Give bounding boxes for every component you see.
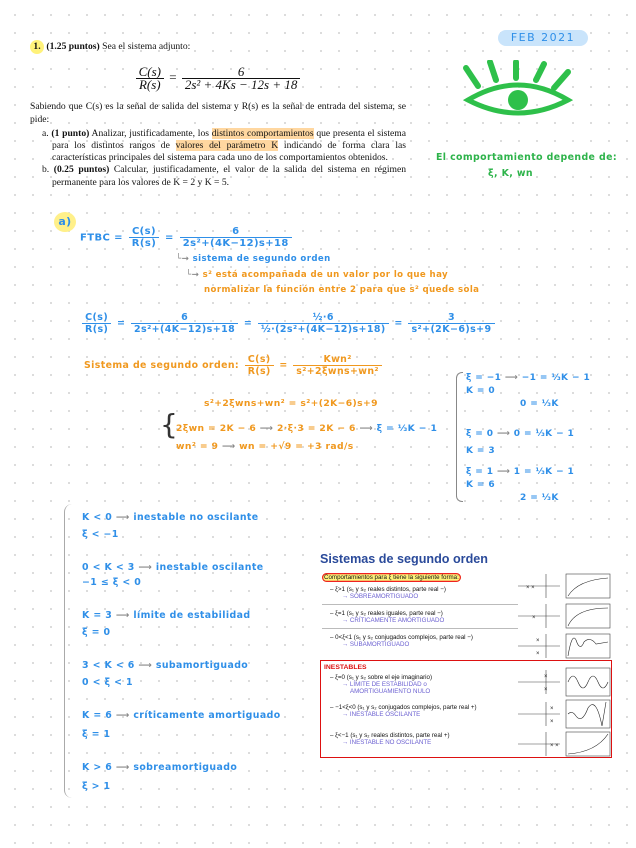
range-item: K = 3 ⟶ límite de estabilidad ξ = 0 — [82, 610, 251, 638]
tf-lhs-den: R(s) — [136, 78, 164, 91]
range-xi: ξ < −1 — [82, 529, 119, 540]
case1-eq2: 0 = ⅓K — [520, 399, 559, 409]
svg-text:×: × — [550, 706, 554, 712]
range-xi: ξ = 1 — [82, 729, 111, 740]
eq2b: wn = +√9 = +3 rad/s — [239, 441, 354, 452]
date-badge: FEB 2021 — [498, 30, 588, 46]
range-label: sobreamortiguado — [133, 762, 238, 773]
range-condition: K = 3 — [82, 610, 113, 621]
slide-row3-text: – 0<ξ<1 (s₁ y s₂ conjugados complejos, parte real −) — [330, 634, 473, 641]
slide-row4-sub2: AMORTIGUAMIENTO NULO — [350, 688, 431, 695]
ftbc-label: FTBC = — [80, 232, 123, 244]
sso-label: Sistema de segundo orden: — [84, 360, 240, 371]
question-number: 1. — [30, 40, 44, 54]
slide-row5-text: – −1<ξ<0 (s₁ y s₂ conjugados complejos, parte real +) — [330, 704, 477, 711]
eq1: 2ξwn = 2K − 6 — [176, 423, 257, 434]
norm-six: 6 — [181, 312, 189, 323]
svg-text:×: × — [536, 638, 540, 644]
normalization-line: $\frac{C(s)}{R(s)}$ = $\frac{6}{\text{2s²+(4K−12)s+18}}$ = $\frac{\text{½·6}}{\text{½·(2s²+(4K−12)s+18)}}$ = $\frac{3}{\text{s²+(2K−6)s+9}}$ — [80, 312, 497, 335]
tf-rhs-num: 6 — [237, 64, 245, 79]
sso-rs: R(s) — [245, 365, 274, 377]
note-second-order: └→ sistema de segundo orden — [176, 254, 331, 264]
range-label: subamortiguado — [155, 660, 249, 671]
equation-system: { 2ξwn = 2K − 6 ⟶ 2·ξ·3 = 2K − 6 ⟶ ξ = ⅓K − 1 wn² = 9 ⟶ wn = +√9 = +3 rad/s — [160, 408, 438, 452]
slide-title: Sistemas de segundo orden — [320, 552, 488, 566]
sso-num: Kwn² — [323, 354, 352, 365]
item-a-text1: Analizar, justificadamente, los — [91, 127, 209, 139]
note-normalize: └→ s² está acompañada de un valor por lo que hay normalizar la función entre 2 para que s² quede sola — [186, 268, 479, 298]
note-second-order-text: sistema de segundo orden — [192, 254, 331, 264]
lecture-slide — [316, 548, 616, 760]
slide-intro — [322, 574, 461, 581]
ftbc-den: 2s²+(4K−12)s+18 — [180, 237, 292, 249]
ftbc-rs: R(s) — [129, 237, 159, 249]
case2-k: K = 3 — [466, 446, 496, 456]
slide-row-3 — [330, 634, 473, 648]
case3-eq2: 2 = ⅓K — [520, 493, 559, 503]
norm-cs: C(s) — [85, 312, 109, 323]
exam-statement — [30, 40, 406, 189]
coefficient-match: s²+2ξwns+wn² = s²+(2K−6)s+9 — [204, 398, 378, 409]
norm-rs: R(s) — [82, 323, 111, 335]
svg-text:×: × — [536, 651, 540, 657]
slide-row4-text: – ξ=0 (s₁ y s₂ sobre el eje imaginario) — [330, 674, 433, 681]
range-label: inestable oscilante — [155, 562, 264, 573]
norm-tf-den: 2s²+(4K−12)s+18 — [131, 323, 238, 335]
range-item: K = 6 ⟶ críticamente amortiguado ξ = 1 — [82, 710, 281, 740]
item-a-label: a. — [42, 127, 49, 139]
transfer-function: $\frac{C(s)}{R(s)}$ = $\frac{6}{\text{2s² + 4Ks − 12s + 18}}$ — [30, 66, 406, 91]
note-normalize-line1: s² está acompañada de un valor por lo que hay — [202, 270, 449, 280]
statement-paragraph: Sabiendo que C(s) es la señal de salida del sistema y R(s) es la señal de entrada del sistema, se pide: — [30, 101, 406, 125]
norm-num: 3 — [447, 312, 455, 323]
range-item: 3 < K < 6 ⟶ subamortiguado 0 < ξ < 1 — [82, 660, 249, 688]
part-a-marker: a) — [54, 212, 76, 232]
case2-xi: ξ = 0 — [466, 429, 494, 439]
case2-eq: 0 = ⅓K − 1 — [513, 429, 575, 439]
range-condition: K > 6 — [82, 762, 113, 773]
slide-row-1 — [330, 586, 446, 600]
slide-row4-sub: → LÍMITE DE ESTABILIDAD o — [342, 681, 427, 688]
case3-eq: 1 = ⅓K − 1 — [513, 467, 575, 477]
item-a — [30, 128, 406, 165]
item-b-label: b. — [42, 164, 50, 176]
range-condition: 3 < K < 6 — [82, 660, 135, 671]
side-note-line2: ξ, K, wn — [488, 168, 533, 179]
note-normalize-line2: normalizar la función entre 2 para que s² quede sola — [204, 285, 480, 295]
item-b-points: (0.25 puntos) — [53, 164, 110, 176]
range-condition: K < 0 — [82, 512, 113, 523]
range-label: inestable no oscilante — [133, 512, 259, 523]
slide-row3-sub: → SUBAMORTIGUADO — [342, 641, 410, 648]
item-a-text3: indicando de forma clara las características principales del sistema para cada uno de los comportamientos obtenidos. — [52, 140, 407, 164]
svg-text:×: × — [550, 719, 554, 725]
norm-den: s²+(2K−6)s+9 — [408, 323, 494, 335]
case3-k: K = 6 — [466, 480, 496, 490]
item-a-points: (1 punto) — [51, 127, 90, 139]
case1-eq: −1 = ⅓K − 1 — [521, 373, 591, 383]
slide-row6-text: – ξ<−1 (s₁ y s₂ reales distintos, parte real +) — [330, 732, 450, 739]
svg-text:×: × — [532, 615, 536, 621]
item-b-text: Calcular, justificadamente, el valor de la salida del sistema en régimen permanente para los valores de K = 2 y K = 5. — [52, 164, 406, 188]
side-note — [436, 150, 617, 182]
slide-row6-sub: → INESTABLE NO OSCILANTE — [342, 739, 432, 746]
pole-zero-plots — [516, 572, 612, 758]
slide-row5-sub: → INESTABLE OSCILANTE — [342, 711, 421, 718]
cases-bracket — [456, 372, 463, 502]
slide-row-2 — [330, 610, 444, 624]
case3-xi: ξ = 1 — [466, 467, 494, 477]
case1-k: K = 0 — [466, 386, 496, 396]
question-header — [30, 40, 406, 54]
range-item: K < 0 ⟶ inestable no oscilante ξ < −1 — [82, 512, 259, 540]
range-xi: ξ = 0 — [82, 627, 111, 638]
slide-unstable-title: INESTABLES — [324, 664, 367, 671]
tf-rhs-den: 2s² + 4Ks − 12s + 18 — [182, 78, 301, 91]
eq1c: ξ = ⅓K − 1 — [376, 423, 438, 434]
norm-half-den: ½·(2s²+(4K−12)s+18) — [258, 323, 389, 335]
ftbc-num: 6 — [232, 226, 240, 237]
item-a-highlight2: valores del parámetro K — [175, 140, 279, 152]
case-2: ξ = 0 ⟶ 0 = ⅓K − 1 K = 3 — [466, 429, 575, 456]
sso-cs: C(s) — [247, 354, 271, 365]
question-intro: Sea el sistema adjunto: — [102, 41, 191, 52]
slide-row2-text: – ξ=1 (s₁ y s₂ reales iguales, parte real −) — [330, 610, 443, 617]
question-points: (1.25 puntos) — [46, 41, 100, 52]
svg-text:×: × — [544, 687, 548, 693]
tf-lhs-num: C(s) — [138, 64, 161, 79]
case-1: ξ = −1 ⟶ −1 = ⅓K − 1 K = 0 0 = ⅓K — [466, 373, 591, 409]
norm-half6: ½·6 — [312, 312, 334, 323]
svg-text:× ×: × × — [550, 743, 559, 749]
eq1b: 2·ξ·3 = 2K − 6 — [276, 423, 356, 434]
range-xi: −1 ≤ ξ < 0 — [82, 577, 142, 588]
eye-icon — [458, 60, 578, 122]
range-label: críticamente amortiguado — [133, 710, 281, 721]
ranges-bracket — [64, 504, 73, 798]
slide-row1-sub: → SOBREAMORTIGUADO — [342, 593, 419, 600]
slide-intro-text: Comportamientos para ξ tiene la siguiente forma: — [324, 574, 459, 581]
svg-text:×: × — [544, 674, 548, 680]
range-xi: 0 < ξ < 1 — [82, 677, 133, 688]
svg-text:× ×: × × — [526, 585, 535, 591]
item-a-text2: que presenta el sistema para los distintos rangos de — [52, 127, 407, 152]
standard-form-line: Sistema de segundo orden: $\frac{C(s)}{R(s)}$ = $\frac{\text{Kwn²}}{\text{s²+2ξwns+wn²}}$ — [84, 354, 384, 377]
side-note-line1: El comportamiento depende de: — [436, 152, 617, 163]
ftbc-line: FTBC = $\frac{C(s)}{R(s)}$ = $\frac{6}{\text{2s²+(4K−12)s+18}}$ — [80, 226, 294, 249]
case1-xi: ξ = −1 — [466, 373, 502, 383]
slide-row2-sub: → CRÍTICAMENTE AMORTIGUADO — [342, 617, 445, 624]
range-item: 0 < K < 3 ⟶ inestable oscilante −1 ≤ ξ < 0 — [82, 562, 264, 588]
slide-row-6 — [330, 732, 450, 746]
case-3: ξ = 1 ⟶ 1 = ⅓K − 1 K = 6 2 = ⅓K — [466, 467, 575, 503]
eq2: wn² = 9 — [176, 441, 219, 452]
range-xi: ξ > 1 — [82, 781, 111, 792]
slide-row-4 — [330, 674, 432, 695]
slide-row-5 — [330, 704, 477, 718]
item-b — [30, 164, 406, 188]
range-condition: K = 6 — [82, 710, 113, 721]
range-condition: 0 < K < 3 — [82, 562, 135, 573]
ftbc-cs: C(s) — [131, 226, 156, 237]
item-a-highlight1: distintos comportamientos — [211, 127, 314, 139]
range-label: límite de estabilidad — [133, 610, 251, 621]
slide-row1-text: – ξ>1 (s₁ y s₂ reales distintos, parte real −) — [330, 586, 446, 593]
range-item: K > 6 ⟶ sobreamortiguado ξ > 1 — [82, 762, 238, 792]
sso-den: s²+2ξwns+wn² — [293, 365, 382, 377]
